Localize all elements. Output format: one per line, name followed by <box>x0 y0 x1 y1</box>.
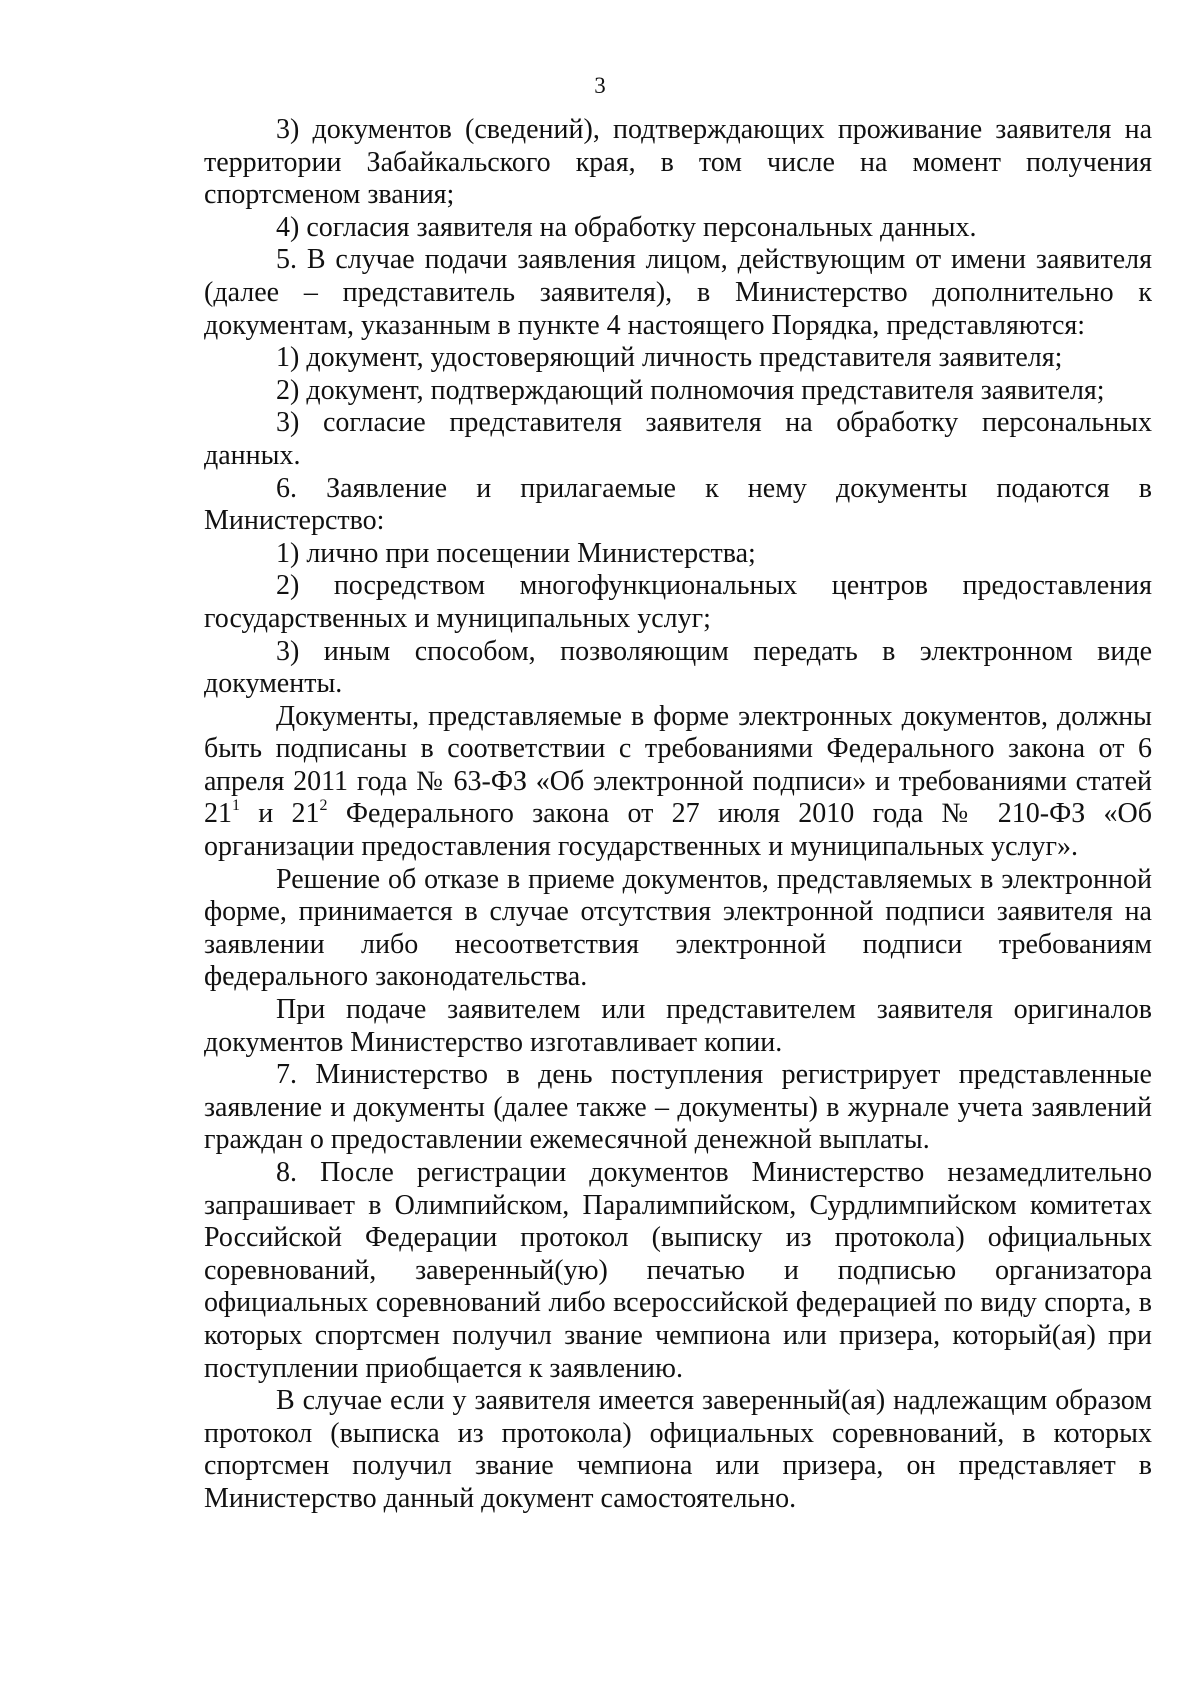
paragraph: 3) согласие представителя заявителя на обработку персональных данных. <box>204 407 1152 471</box>
page-number: 3 <box>594 73 606 98</box>
paragraph: В случае если у заявителя имеется заверенный(ая) надлежащим образом протокол (выписка из протокола) официальных соревнований, в которых спортсмен получил звание чемпиона или призера, он представляет в Министерство данный документ самостоятельно. <box>204 1385 1152 1514</box>
paragraph: 3) иным способом, позволяющим передать в электронном виде документы. <box>204 635 1152 700</box>
paragraph: 7. Министерство в день поступления регистрирует представленные заявление и документы (далее также – документы) в журнале учета заявлений граждан о предоставлении ежемесячной денежной выплаты. <box>204 1059 1152 1156</box>
paragraph: 1) документ, удостоверяющий личность представителя заявителя; <box>276 342 1063 374</box>
paragraph: Решение об отказе в приеме документов, представляемых в электронной форме, принимается в случае отсутствия электронной подписи заявителя на заявлении либо несоответствия электронной подписи требованиям федерального законодательства. <box>204 863 1152 993</box>
superscript: 2 <box>319 797 328 815</box>
document-body <box>204 114 1152 1516</box>
paragraph-electronic-signature <box>204 701 1152 864</box>
paragraph: 5. В случае подачи заявления лицом, действующим от имени заявителя (далее – представитель заявителя), в Министерство дополнительно к документам, указанным в пункте 4 настоящего Порядка, представляются: <box>204 244 1152 341</box>
paragraph: 2) документ, подтверждающий полномочия представителя заявителя; <box>276 374 1105 406</box>
paragraph: 3) документов (сведений), подтверждающих проживание заявителя на территории Забайкальского края, в том числе на момент получения спортсменом звания; <box>204 114 1152 211</box>
paragraph: 1) лично при посещении Министерства; <box>276 537 756 569</box>
text-fragment: Федерального закона от 27 июля 2010 года № 210-ФЗ «Об организации предоставления государственных и муниципальных услуг». <box>204 798 1152 863</box>
paragraph: 6. Заявление и прилагаемые к нему документы подаются в Министерство: <box>204 472 1152 537</box>
paragraph: 2) посредством многофункциональных центров предоставления государственных и муниципальных услуг; <box>204 570 1152 634</box>
text-fragment: Документы, представляемые в форме электронных документов, должны быть подписаны в соответствии с требованиями Федерального закона от 6 апреля 2011 года № 63-ФЗ «Об электронной подписи» и требованиями статей 21 <box>204 700 1152 830</box>
text-fragment: и 21 <box>240 798 320 830</box>
paragraph: 4) согласия заявителя на обработку персональных данных. <box>276 211 977 243</box>
paragraph: 8. После регистрации документов Министерство незамедлительно запрашивает в Олимпийском, Паралимпийском, Сурдлимпийском комитетах Российской Федерации протокол (выписку из протокола) официальных соревнований, заверенный(ую) печатью и подписью организатора официальных соревнований либо всероссийской федерацией по виду спорта, в которых спортсмен получил звание чемпиона или призера, который(ая) при поступлении приобщается к заявлению. <box>204 1157 1152 1384</box>
superscript: 1 <box>232 797 240 815</box>
paragraph: При подаче заявителем или представителем заявителя оригиналов документов Министерство изготавливает копии. <box>204 994 1152 1058</box>
